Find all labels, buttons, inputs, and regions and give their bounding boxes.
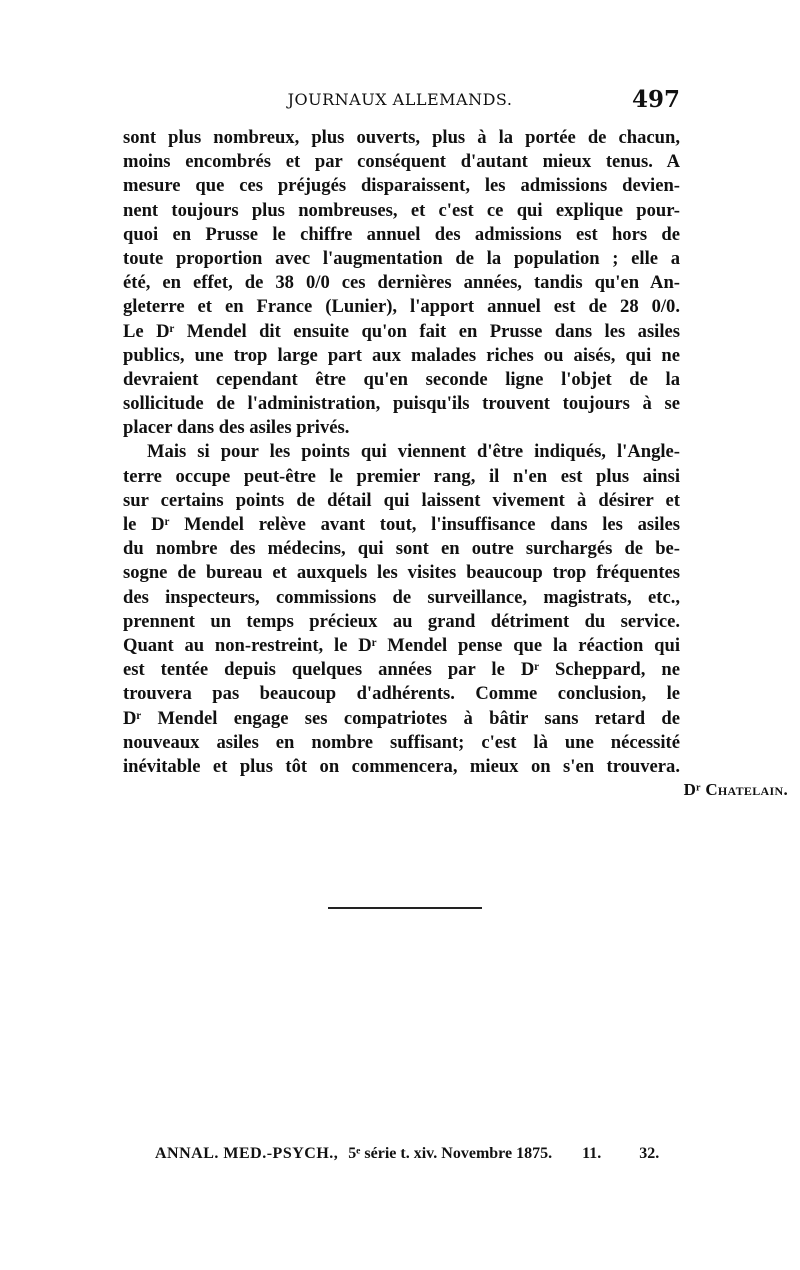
text-line: inévitable et plus tôt on commencera, mieux on s'en trouvera.: [123, 755, 680, 777]
text-line: Le Dʳ Mendel dit ensuite qu'on fait en Prusse dans les asiles: [123, 320, 680, 342]
text-line: le Dʳ Mendel relève avant tout, l'insuffisance dans les asiles: [123, 514, 680, 535]
footer-signature-mark: 32.: [639, 1145, 660, 1162]
footer-series: 5ᵉ série t. xiv. Novembre 1875.: [348, 1145, 553, 1162]
footer-journal: ANNAL. MED.-PSYCH.,: [155, 1145, 339, 1162]
text-line: mesure que ces préjugés disparaissent, les admissions devien-: [123, 175, 680, 197]
text-line: devraient cependant être qu'en seconde ligne l'objet de la: [123, 368, 680, 390]
page-footer: [155, 1145, 665, 1163]
text-line: quoi en Prusse le chiffre annuel des admissions est hors de: [123, 223, 680, 245]
text-line: moins encombrés et par conséquent d'autant mieux tenus. A: [123, 151, 680, 173]
text-line: publics, une trop large part aux malades riches ou aisés, qui ne: [123, 344, 680, 366]
text-line: du nombre des médecins, qui sont en outre surchargés de be-: [123, 538, 680, 560]
text-line: été, en effet, de 38 0/0 ces dernières années, tandis qu'en An-: [123, 272, 680, 294]
page-number: 497: [631, 86, 680, 113]
text-line: Quant au non-restreint, le Dʳ Mendel pense que la réaction qui: [123, 634, 680, 656]
text-line: prennent un temps précieux au grand détriment du service.: [123, 610, 680, 632]
text-line: nouveaux asiles en nombre suffisant; c'est là une nécessité: [123, 731, 680, 753]
text-line: gleterre et en France (Lunier), l'apport annuel est de 28 0/0.: [123, 296, 680, 318]
signature-text: Dʳ Chatelain.: [683, 780, 788, 799]
text-line: trouvera pas beaucoup d'adhérents. Comme conclusion, le: [123, 683, 680, 705]
text-line: Mais si pour les points qui viennent d'être indiqués, l'Angle-: [147, 441, 680, 463]
body-text: [123, 126, 680, 779]
author-signature: [0, 780, 788, 800]
text-line: placer dans des asiles privés.: [123, 417, 350, 439]
text-line: sont plus nombreux, plus ouverts, plus à la portée de chacun,: [123, 127, 680, 148]
text-line: des inspecteurs, commissions de surveillance, magistrats, etc.,: [123, 586, 680, 608]
text-line: sollicitude de l'administration, puisqu'ils trouvent toujours à se: [123, 393, 680, 415]
text-line: sur certains points de détail qui laissent vivement à désirer et: [123, 489, 680, 511]
section-divider: [328, 907, 482, 909]
text-line: sogne de bureau et auxquels les visites beaucoup trop fréquentes: [123, 562, 680, 584]
text-line: toute proportion avec l'augmentation de la population ; elle a: [123, 247, 680, 269]
footer-number: 11.: [582, 1145, 602, 1162]
running-header: [120, 86, 680, 116]
text-line: Dʳ Mendel engage ses compatriotes à bâtir sans retard de: [123, 707, 680, 729]
text-line: est tentée depuis quelques années par le Dʳ Scheppard, ne: [123, 659, 680, 681]
text-line: nent toujours plus nombreuses, et c'est ce qui explique pour-: [123, 199, 680, 221]
text-line: terre occupe peut-être le premier rang, il n'en est plus ainsi: [123, 465, 680, 487]
running-title: JOURNAUX ALLEMANDS.: [287, 90, 513, 109]
